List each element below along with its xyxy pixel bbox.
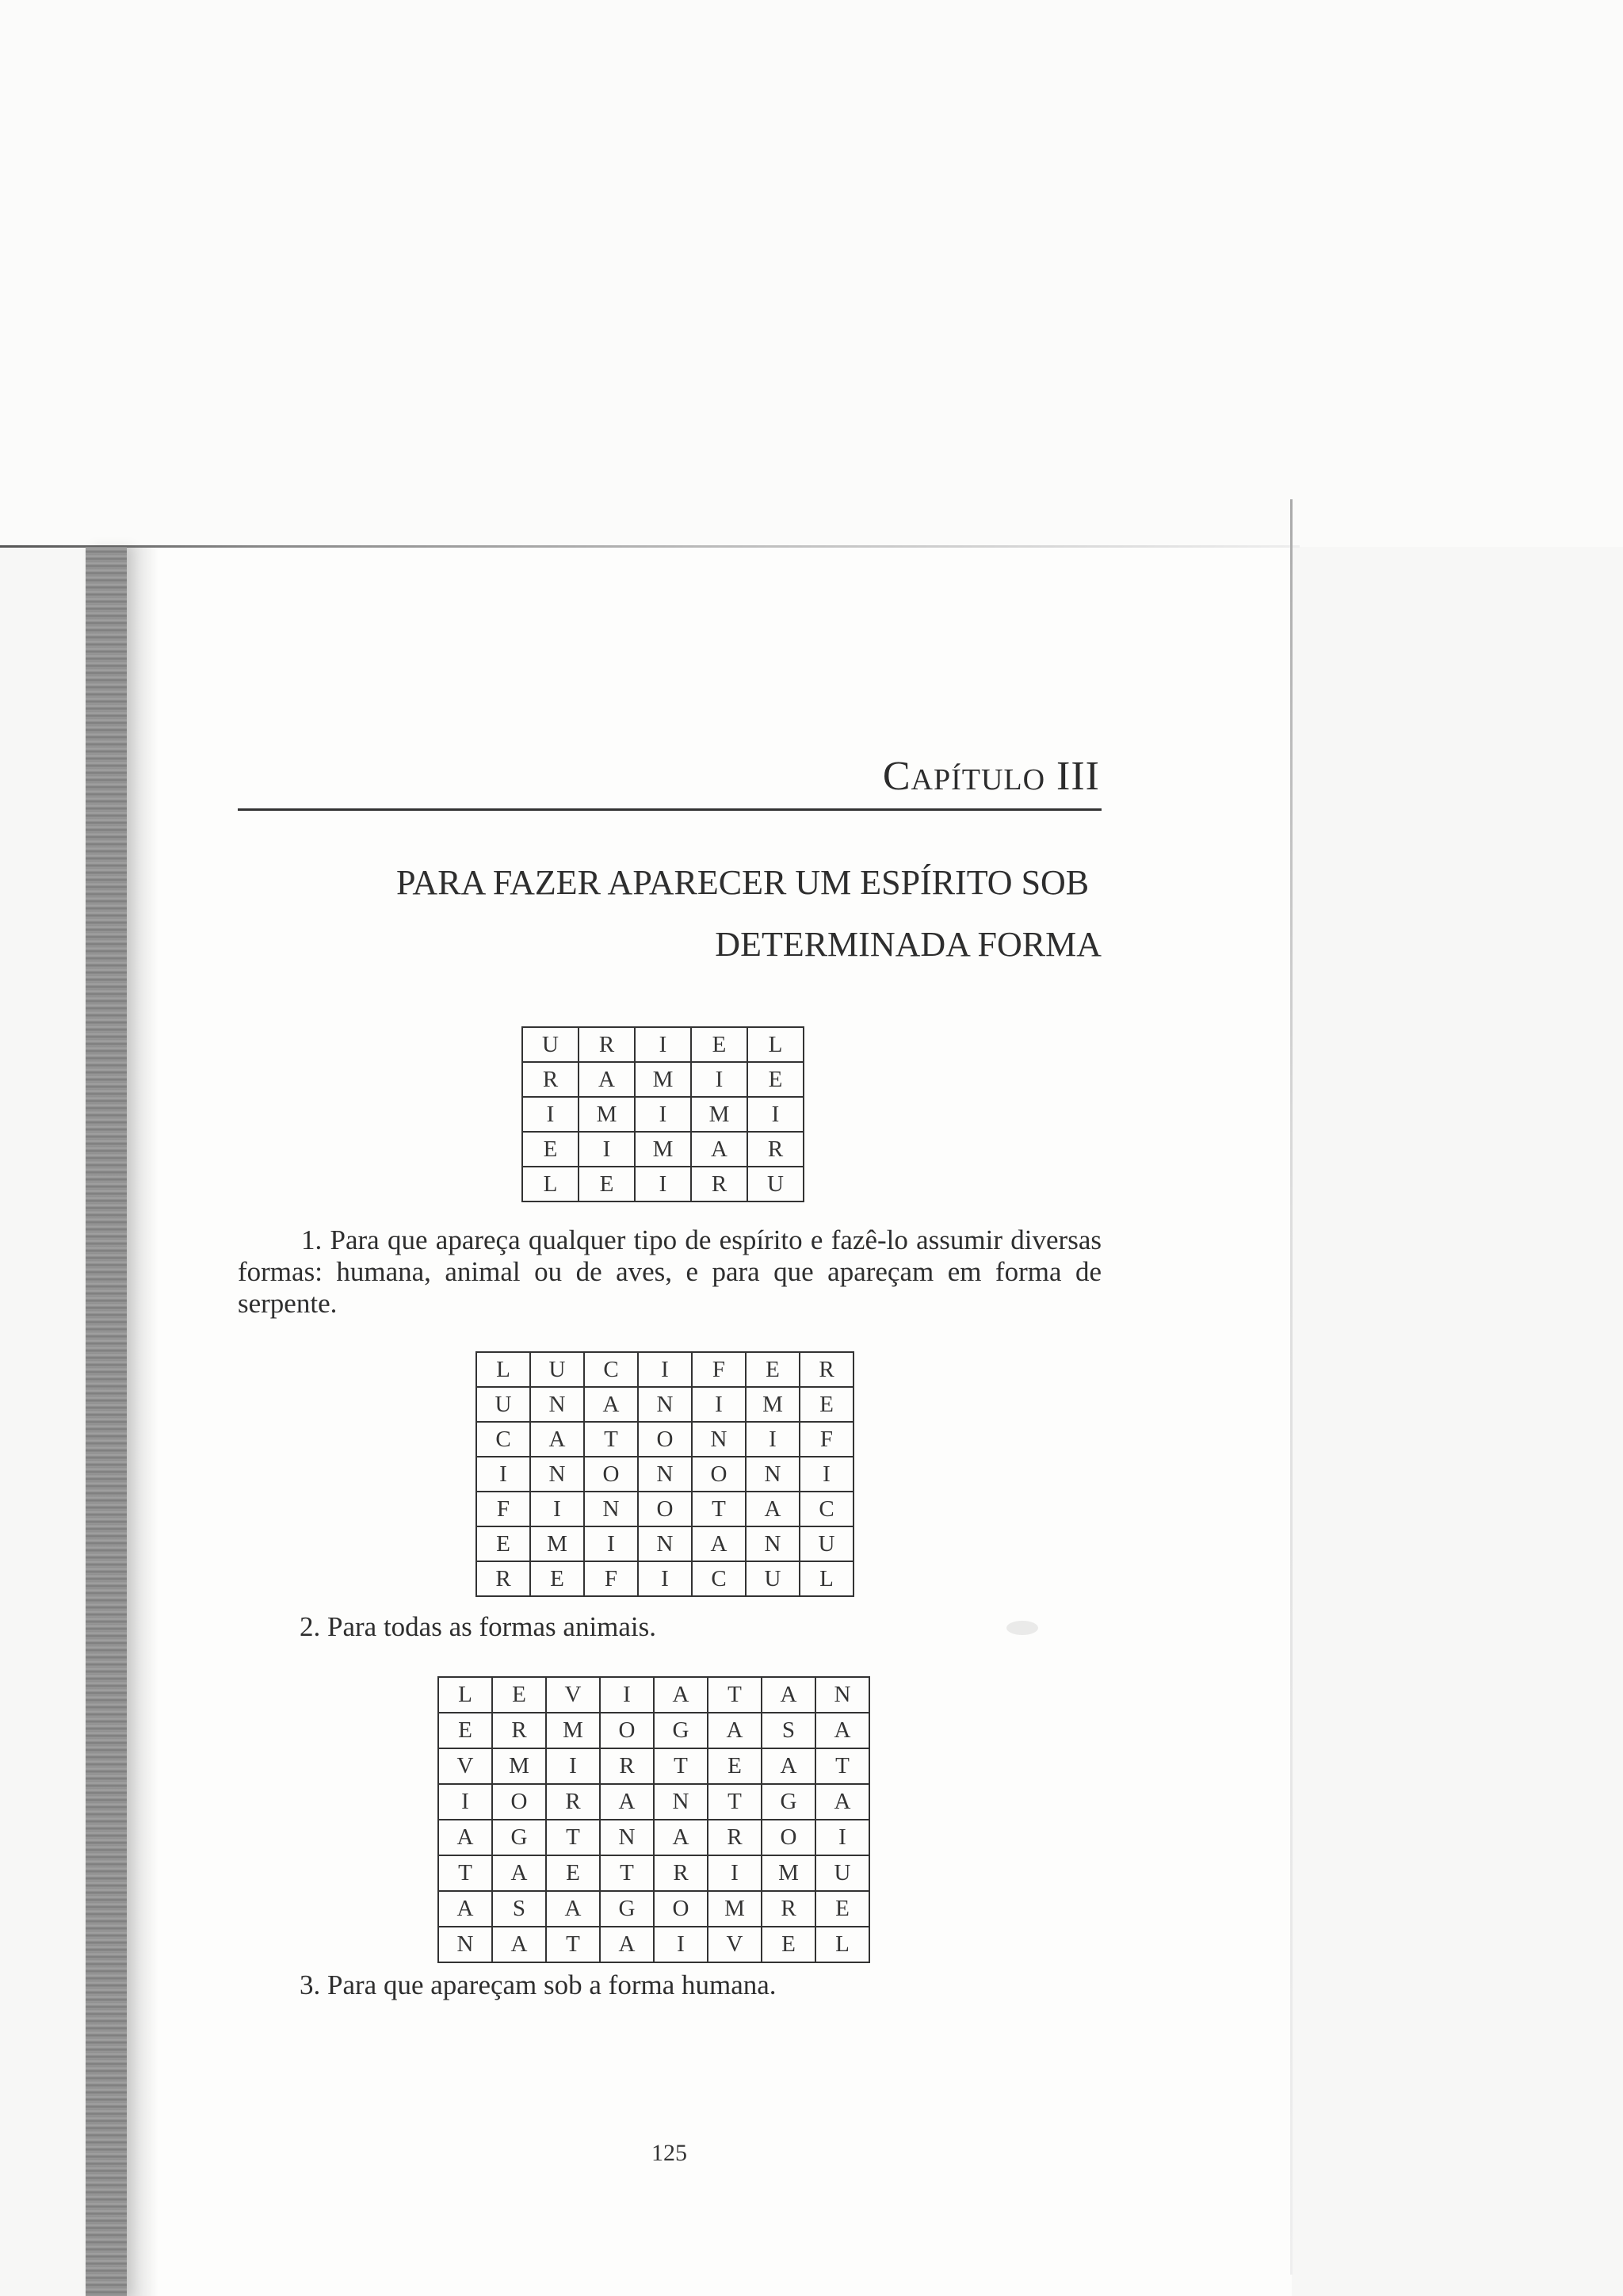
section-title-line-1: PARA FAZER APARECER UM ESPÍRITO SOB [396,863,1090,902]
grid-cell: I [747,1097,804,1132]
grid-cell: I [635,1167,691,1201]
scan-smudge [1006,1621,1038,1635]
grid-cell: O [762,1820,815,1855]
grid-cell: I [522,1097,579,1132]
grid-cell: E [747,1062,804,1097]
grid-cell: E [746,1352,800,1387]
grid-cell: T [708,1677,762,1713]
grid-cell: E [708,1748,762,1784]
grid-cell: T [600,1855,654,1891]
grid-cell: L [476,1352,530,1387]
grid-cell: O [492,1784,546,1820]
grid-cell: A [584,1387,638,1422]
grid-cell: A [654,1677,708,1713]
grid-cell: A [579,1062,635,1097]
grid-cell: R [600,1748,654,1784]
grid-row [476,1492,854,1526]
binding-shadow [127,547,158,2296]
grid-row [438,1748,869,1784]
grid-cell: A [762,1677,815,1713]
grid-cell: N [654,1784,708,1820]
grid-cell: M [708,1891,762,1927]
grid-cell: L [522,1167,579,1201]
grid-cell: L [747,1027,804,1062]
grid-cell: I [584,1526,638,1561]
grid-cell: I [530,1492,584,1526]
grid-cell: A [492,1927,546,1962]
grid-cell: N [600,1820,654,1855]
grid-cell: I [692,1387,746,1422]
grid-cell: N [638,1526,692,1561]
grid-cell: I [546,1748,600,1784]
grid-cell: S [762,1713,815,1748]
grid-cell: R [762,1891,815,1927]
grid-cell: U [815,1855,869,1891]
book-binding [86,547,127,2296]
paragraph-2: 2. Para todas as formas animais. [300,1611,657,1642]
grid-row [476,1422,854,1457]
page-right-edge [1290,499,1293,2275]
grid-cell: R [522,1062,579,1097]
grid-row [476,1387,854,1422]
grid-row [438,1855,869,1891]
grid-cell: F [476,1492,530,1526]
grid-cell: M [635,1132,691,1167]
grid-cell: C [800,1492,854,1526]
grid-cell: V [546,1677,600,1713]
paragraph-1: 1. Para que apareça qualquer tipo de espírito e fazê-lo assumir diversas formas: humana, animal ou de aves, e para que apareçam em forma de serpente. [238,1224,1102,1319]
grid-cell: F [800,1422,854,1457]
grid-cell: I [815,1820,869,1855]
grid-row [476,1526,854,1561]
grid-cell: A [654,1820,708,1855]
grid-cell: T [546,1820,600,1855]
grid-cell: U [800,1526,854,1561]
grid-cell: R [691,1167,747,1201]
grid-cell: L [800,1561,854,1596]
grid-cell: N [692,1422,746,1457]
grid-cell: M [746,1387,800,1422]
chapter-label-initial: C [882,754,911,799]
grid-cell: R [546,1784,600,1820]
grid-cell: A [438,1820,492,1855]
grid-cell: E [492,1677,546,1713]
grid-cell: C [692,1561,746,1596]
grid-cell: L [815,1927,869,1962]
grid-row [522,1097,804,1132]
grid-row [522,1062,804,1097]
grid-row [438,1784,869,1820]
grid-cell: E [546,1855,600,1891]
grid-cell: A [815,1713,869,1748]
grid-cell: G [654,1713,708,1748]
chapter-numeral: III [1056,754,1100,799]
grid-cell: M [492,1748,546,1784]
grid-cell: E [476,1526,530,1561]
grid-cell: R [654,1855,708,1891]
grid-cell: N [746,1526,800,1561]
grid-cell: O [584,1457,638,1492]
grid-cell: N [815,1677,869,1713]
grid-cell: I [638,1561,692,1596]
grid-cell: E [815,1891,869,1927]
grid-cell: T [546,1927,600,1962]
grid-row [522,1027,804,1062]
grid-cell: T [654,1748,708,1784]
grid-cell: E [691,1027,747,1062]
grid-cell: R [492,1713,546,1748]
grid-cell: M [546,1713,600,1748]
grid-row [476,1457,854,1492]
grid-cell: R [800,1352,854,1387]
grid-cell: N [746,1457,800,1492]
magic-square-1 [521,1026,804,1202]
grid-row [522,1167,804,1201]
grid-cell: C [584,1352,638,1387]
grid-cell: I [800,1457,854,1492]
grid-cell: R [747,1132,804,1167]
grid-cell: L [438,1677,492,1713]
grid-cell: E [522,1132,579,1167]
grid-cell: I [476,1457,530,1492]
grid-cell: N [438,1927,492,1962]
grid-cell: U [746,1561,800,1596]
grid-cell: V [708,1927,762,1962]
grid-cell: I [708,1855,762,1891]
grid-cell: I [579,1132,635,1167]
grid-cell: A [692,1526,746,1561]
grid-cell: A [600,1784,654,1820]
grid-cell: O [654,1891,708,1927]
grid-cell: T [438,1855,492,1891]
chapter-rule [238,808,1102,811]
grid-row [476,1561,854,1596]
grid-row [438,1820,869,1855]
grid-cell: I [638,1352,692,1387]
grid-cell: E [800,1387,854,1422]
grid-cell: A [762,1748,815,1784]
section-title [238,852,1102,976]
grid-cell: U [476,1387,530,1422]
grid-cell: I [600,1677,654,1713]
grid-cell: U [747,1167,804,1201]
grid-cell: O [638,1422,692,1457]
grid-cell: I [438,1784,492,1820]
grid-cell: N [530,1387,584,1422]
grid-row [476,1352,854,1387]
grid-cell: O [638,1492,692,1526]
grid-cell: M [579,1097,635,1132]
magic-square-3 [437,1676,870,1963]
grid-cell: A [746,1492,800,1526]
grid-cell: E [762,1927,815,1962]
grid-cell: A [708,1713,762,1748]
grid-cell: R [708,1820,762,1855]
grid-cell: F [692,1352,746,1387]
grid-cell: V [438,1748,492,1784]
grid-cell: U [530,1352,584,1387]
grid-cell: M [530,1526,584,1561]
grid-cell: N [530,1457,584,1492]
grid-cell: T [692,1492,746,1526]
grid-cell: O [600,1713,654,1748]
grid-cell: A [546,1891,600,1927]
grid-cell: I [746,1422,800,1457]
chapter-label-rest: APÍTULO [911,763,1046,797]
grid-cell: N [638,1457,692,1492]
grid-cell: I [635,1027,691,1062]
back-sheet [0,0,1623,547]
grid-cell: M [691,1097,747,1132]
grid-cell: R [476,1561,530,1596]
grid-cell: E [579,1167,635,1201]
grid-cell: R [579,1027,635,1062]
grid-cell: S [492,1891,546,1927]
magic-square-2 [475,1351,854,1597]
grid-cell: U [522,1027,579,1062]
grid-row [438,1677,869,1713]
grid-cell: M [635,1062,691,1097]
grid-cell: A [492,1855,546,1891]
grid-cell: N [638,1387,692,1422]
grid-cell: A [600,1927,654,1962]
grid-cell: E [438,1713,492,1748]
grid-cell: A [530,1422,584,1457]
paragraph-3: 3. Para que apareçam sob a forma humana. [300,1969,777,2000]
grid-cell: I [635,1097,691,1132]
grid-cell: E [530,1561,584,1596]
page-top-edge [0,545,1300,548]
grid-cell: F [584,1561,638,1596]
grid-cell: T [584,1422,638,1457]
grid-row [438,1713,869,1748]
grid-cell: O [692,1457,746,1492]
grid-cell: T [815,1748,869,1784]
grid-cell: A [438,1891,492,1927]
grid-cell: N [584,1492,638,1526]
page-number: 125 [651,2140,687,2166]
grid-row [438,1927,869,1962]
grid-cell: A [691,1132,747,1167]
grid-cell: I [654,1927,708,1962]
grid-cell: G [492,1820,546,1855]
grid-cell: I [691,1062,747,1097]
section-title-line-2: DETERMINADA FORMA [715,925,1102,964]
grid-cell: T [708,1784,762,1820]
grid-row [522,1132,804,1167]
grid-cell: C [476,1422,530,1457]
chapter-heading [883,753,1100,800]
grid-row [438,1891,869,1927]
grid-cell: G [762,1784,815,1820]
grid-cell: G [600,1891,654,1927]
grid-cell: A [815,1784,869,1820]
grid-cell: M [762,1855,815,1891]
